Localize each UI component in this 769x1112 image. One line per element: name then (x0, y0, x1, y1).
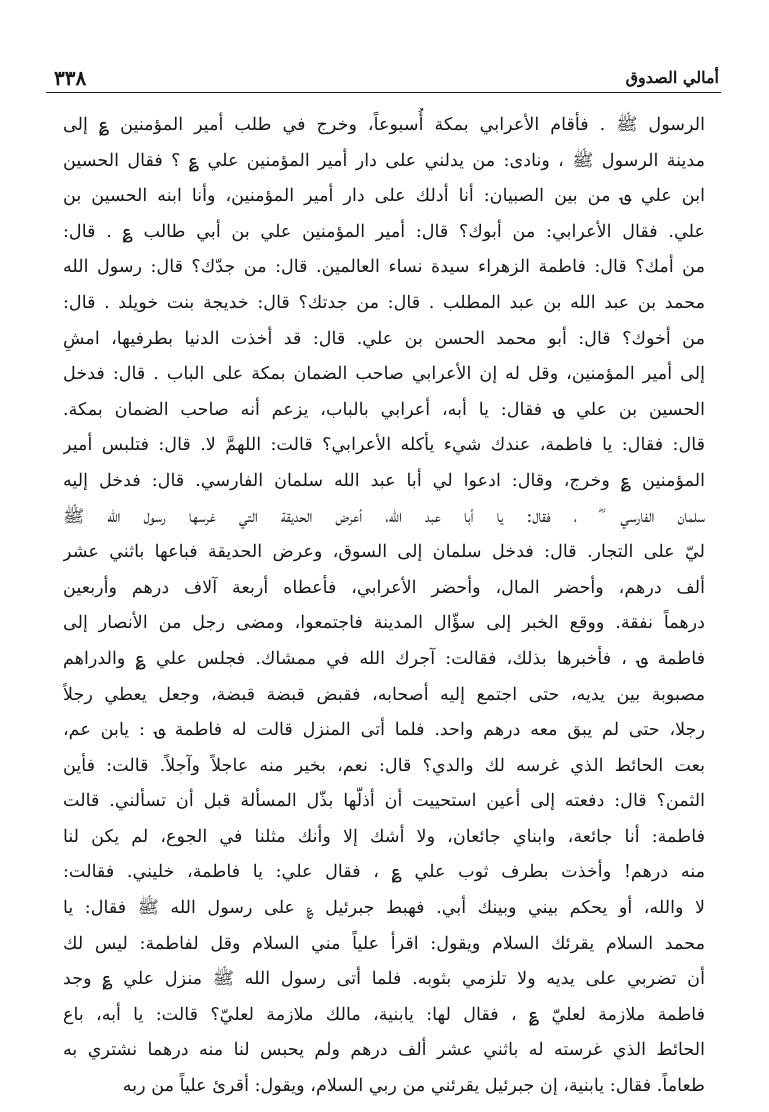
text-line: الحسين بن علي ؈ فقال: يا أبه، أعرابي بالباب، يزعم أنه صاحب الضمان بمكة. (63, 399, 705, 420)
page-number: ٣٣٨ (54, 66, 87, 90)
text-line: فاطمة ؈ ، فأخبرها بذلك، فقالت: آجرك الله في ممشاك. فجلس علي ؏ والدراهم (63, 648, 705, 669)
text-line: سلمان الفارسي ؓ ، فقال: يا أبا عبد الله، أعرض الحديقة التي غرسها رسول الله ﷺ (63, 506, 705, 527)
text-line: الرسول ﷺ . فأقام الأعرابي بمكة أُسبوعاً، وخرج في طلب أمير المؤمنين ؏ إلى (63, 115, 705, 135)
text-line: علي. فقال الأعرابي: من أبوك؟ قال: أمير المؤمنين علي بن أبي طالب ؏ . قال: (63, 221, 705, 242)
text-line: من أمك؟ قال: فاطمة الزهراء سيدة نساء العالمين. قال: من جدّك؟ قال: رسول الله (63, 257, 705, 278)
text-line: رجلا، حتى لم يبق معه درهم واحد. فلما أتى المنزل قالت له فاطمة ؈ : يابن عم، (63, 720, 705, 741)
text-line: ابن علي ؈ من بين الصبيان: أنا أدلك على دار أمير المؤمنين، وأنا ابنه الحسين بن (63, 186, 705, 207)
text-line: المؤمنين ؏ وخرج، وقال: ادعوا لي أبا عبد الله سلمان الفارسي. قال: فدخل إليه (63, 470, 705, 491)
text-line: مصبوبة بين يديه، حتى اجتمع إليه أصحابه، فقبض قبضة قبضة، وجعل يعطي رجلاً (63, 684, 705, 705)
text-line: فاطمة ملازمة لعليّ ؏ ، فقال لها: يابنية، مالك ملازمة لعليّ؟ قالت: يا أبه، باع (63, 1004, 705, 1025)
text-line: مدينة الرسول ﷺ ، ونادى: من يدلني على دار أمير المؤمنين علي ؏ ؟ فقال الحسين (63, 150, 705, 171)
body-text (63, 108, 705, 1105)
text-line: قال: فقال: يا فاطمة، عندك شيء يأكله الأعرابي؟ قالت: اللهمَّ لا. قال: فتلبس أمير (63, 435, 705, 456)
text-line: محمد بن عبد الله بن عبد المطلب . قال: من جدتك؟ قال: خديجة بنت خويلد . قال: (63, 292, 705, 313)
running-title: أمالي الصدوق (625, 68, 719, 87)
text-line: الحائط الذي غرسته له باثني عشر ألف درهم ولم يحبس لنا منه درهما نشتري به (63, 1040, 705, 1061)
text-line: درهماً نفقة. ووقع الخبر إلى سؤّال المدينة فاجتمعوا، ومضى رجل من الأنصار إلى (63, 613, 705, 634)
text-line: أن تضربي على يديه ولا تلزمي بثوبه. فلما أتى رسول الله ﷺ منزل علي ؏ وجد (63, 969, 705, 990)
page-header (46, 58, 721, 93)
text-line: فاطمة: أنا جائعة، وابناي جائعان، ولا أشك إلا وأنك مثلنا في الجوع، لم يكن لنا (63, 826, 705, 847)
text-line: إلى أمير المؤمنين، وقل له إن الأعرابي صاحب الضمان بمكة على الباب . قال: فدخل (63, 364, 705, 385)
text-line: لا والله، أو يحكم بيني وبينك أبي. فهبط جبرئيل ؏ على رسول الله ﷺ فقال: يا (63, 898, 705, 919)
text-line: ألف درهم، وأحضر المال، وأحضر الأعرابي، فأعطاه أربعة آلاف درهم وأربعين (63, 577, 705, 598)
text-line: منه درهم! وأخذت بطرف ثوب علي ؏ ، فقال علي: يا فاطمة، خليني. فقالت: (63, 862, 705, 883)
text-line: محمد السلام يقرئك السلام ويقول: اقرأ علياً مني السلام وقل لفاطمة: ليس لك (63, 933, 705, 954)
text-line: بعت الحائط الذي غرسه لك والدي؟ قال: نعم، بخير منه عاجلاً وآجلاً. قالت: فأين (63, 755, 705, 776)
text-line: ليّ على التجار. قال: فدخل سلمان إلى السوق، وعرض الحديقة فباعها باثني عشر (63, 542, 705, 563)
text-line: طعاماً. فقال: يابنية، إن جبرئيل يقرئني من ربي السلام، ويقول: أقرئ علياً من ربه (122, 1076, 705, 1097)
text-line: الثمن؟ قال: دفعته إلى أعين استحييت أن أذلّها بذّل المسألة قبل أن تسألني. قالت (63, 791, 705, 812)
text-line: من أخوك؟ قال: أبو محمد الحسن بن علي. قال: قد أخذت الدنيا بطرفيها، امشِ (63, 328, 705, 349)
